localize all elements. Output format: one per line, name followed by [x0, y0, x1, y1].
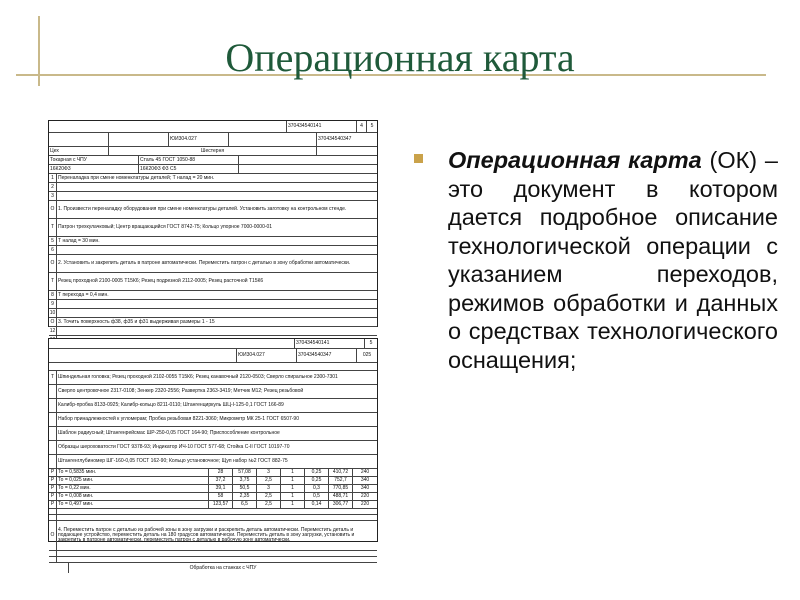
- doc-header-code: 370434540141: [287, 121, 357, 132]
- doc-mode-value: 2,35: [233, 493, 257, 500]
- doc-mode-value: 2,5: [257, 493, 281, 500]
- doc-tail-rows: [49, 521, 377, 551]
- doc-row-index: О: [49, 201, 57, 218]
- doc-columns-cell: [49, 363, 377, 370]
- doc-row: [49, 237, 377, 246]
- doc-row-text: [57, 246, 377, 254]
- doc-row-index: 10: [49, 309, 56, 316]
- doc-row-text: 4. Переместить патрон с деталью из рабочей зоны в зону загрузки и раскрепить деталь автоматически. Переместить деталь и подающее устройство, переместить деталь на 180 градусов автоматически. Переместить деталь в зону загрузки, установить и закрепить в патроне автоматически, переместить патрон с деталью в рабочую зону автоматически.: [58, 527, 355, 543]
- doc-row-index: [49, 515, 57, 520]
- doc-mode-value: 3,75: [233, 477, 257, 484]
- doc-row-index: О: [49, 255, 57, 272]
- doc-row: [49, 192, 377, 201]
- doc-row-index: 12: [49, 327, 56, 334]
- doc-drawing-code: ЮИ304.027: [237, 349, 297, 362]
- doc-mode-rows: [49, 469, 377, 509]
- doc-document-code: 370434540347: [297, 349, 357, 362]
- operation-card-sheet-2: [48, 338, 378, 571]
- doc-mode-row: [49, 469, 377, 477]
- bullet-term: Операционная карта: [448, 147, 702, 173]
- doc-mode-value: 306,77: [329, 501, 353, 508]
- doc-row-index: [49, 455, 57, 468]
- doc-row-index: Т: [49, 219, 57, 236]
- doc-row-text: 2. Установить и закрепить деталь в патроне автоматически. Переместить патрон с деталью в зону обработки автоматически.: [58, 260, 351, 266]
- doc-row-index: 3: [49, 192, 57, 200]
- doc-row-index: [49, 427, 57, 440]
- doc-row-index: [49, 399, 57, 412]
- doc-row-index: [49, 413, 57, 426]
- doc-row: [49, 183, 377, 192]
- doc-row: [49, 371, 377, 385]
- doc-row-text: [57, 192, 377, 200]
- doc-row-text: [57, 551, 377, 556]
- doc-row-index: [49, 557, 57, 562]
- doc-mode-value: 39,1: [209, 485, 233, 492]
- doc-sheet-no: 5: [369, 340, 373, 346]
- doc-sheet-no: 4: [357, 121, 367, 132]
- doc-mode-value: 1: [281, 469, 305, 476]
- doc-header-row: [49, 121, 377, 133]
- doc-mode-value: 58: [209, 493, 233, 500]
- bullet-text: [448, 146, 778, 374]
- doc-mode-value: 2,5: [257, 477, 281, 484]
- doc-row: [49, 300, 377, 309]
- doc-drawing-code: ЮИ304.027: [169, 133, 229, 146]
- doc-row-index: 5: [49, 237, 57, 245]
- doc-row-index: 8: [49, 291, 57, 299]
- doc-machine-model: 16К20Ф3: [49, 165, 139, 173]
- doc-mode-value: 0,14: [305, 501, 329, 508]
- doc-row-text: [57, 309, 377, 317]
- doc-mode-value: 6,5: [233, 501, 257, 508]
- doc-material: Сталь 45 ГОСТ 1050-88: [139, 156, 239, 164]
- doc-title-block-row: [49, 133, 377, 147]
- doc-mode-value: 1: [281, 501, 305, 508]
- doc-mode-value: 3: [257, 485, 281, 492]
- doc-row-text: [57, 509, 377, 514]
- doc-footer-row: [49, 563, 377, 573]
- doc-equipment-cell: [239, 165, 377, 173]
- doc-row-index: 2: [49, 183, 57, 191]
- doc-row-text: [57, 557, 377, 562]
- doc-row: [49, 385, 377, 399]
- doc-row-text: Т перехода = 0,4 мин.: [58, 291, 109, 298]
- doc-row-text: Штангенглубиномер ШГ-160-0,05 ГОСТ 162-90; Кольцо установочное; Щуп набор №2 ГОСТ 882-75: [58, 458, 288, 464]
- doc-part-name: Шестерня: [109, 147, 317, 155]
- doc-header-cell: [49, 339, 295, 348]
- doc-mode-value: 752,7: [329, 477, 353, 484]
- doc-row-text: [57, 183, 377, 191]
- doc-row: [49, 255, 377, 273]
- doc-mode-value: 123,57: [209, 501, 233, 508]
- doc-mode-value: 340: [360, 485, 370, 491]
- doc-mode-value: 28: [209, 469, 233, 476]
- doc-row-index: Р: [49, 493, 57, 500]
- doc-mode-value: 57,08: [233, 469, 257, 476]
- doc-mode-value: 0,25: [305, 477, 329, 484]
- doc-rows: [49, 371, 377, 469]
- doc-row: [49, 246, 377, 255]
- doc-row: [49, 318, 377, 327]
- doc-row-index: [49, 509, 57, 514]
- doc-row: [49, 174, 377, 183]
- doc-workshop: Цех: [49, 147, 109, 155]
- doc-title-block-cell: [49, 133, 109, 146]
- doc-mode-row: [49, 485, 377, 493]
- doc-row-text: То = 0,008 мин.: [57, 493, 209, 500]
- doc-row-text: 3. Точить поверхность ф38, ф35 и ф31 выдерживая размеры 1 - 15: [58, 318, 215, 325]
- doc-row: [49, 327, 377, 336]
- doc-row-text: Т налад = 30 мин.: [58, 237, 100, 244]
- doc-header-code: 370434540141: [295, 339, 365, 348]
- doc-row: [49, 427, 377, 441]
- doc-header-row: [49, 339, 377, 349]
- doc-mode-value: 488,71: [329, 493, 353, 500]
- doc-material-cell: [239, 156, 377, 164]
- doc-mode-value: 240: [360, 469, 370, 475]
- doc-mode-row: [49, 501, 377, 509]
- doc-mode-value: 50,5: [233, 485, 257, 492]
- doc-row: [49, 413, 377, 427]
- doc-title-block-cell: [229, 133, 317, 146]
- doc-row-index: [49, 551, 57, 556]
- doc-row: [49, 291, 377, 300]
- doc-mode-value: 410,72: [329, 469, 353, 476]
- doc-row-text: То = 0,497 мин.: [57, 501, 209, 508]
- doc-row-text: То = 0,22 мин.: [57, 485, 209, 492]
- doc-row-index: О: [49, 521, 57, 550]
- doc-row-text: Калибр-пробка 8133-0925; Калибр-кольцо 8211-0110; Штангенциркуль ШЦ-I-125-0,1 ГОСТ 166-89: [58, 402, 284, 408]
- doc-row-index: 9: [49, 300, 57, 308]
- doc-row-text: [57, 300, 377, 308]
- doc-mode-value: 1: [281, 485, 305, 492]
- doc-title-block-cell: [49, 349, 237, 362]
- bullet-item: [414, 146, 778, 374]
- doc-row: [49, 273, 377, 291]
- doc-columns-row: [49, 363, 377, 371]
- operation-card-sheet-1: [48, 120, 378, 334]
- doc-mode-row: [49, 493, 377, 501]
- doc-machine: Токарная с ЧПУ: [49, 156, 139, 164]
- doc-mode-value: 2,5: [257, 501, 281, 508]
- doc-mode-value: 1: [281, 493, 305, 500]
- doc-title-block-row: [49, 349, 377, 363]
- doc-row-index: О: [49, 318, 57, 326]
- doc-material-row: [49, 156, 377, 165]
- slide-title: Операционная карта: [225, 35, 575, 80]
- doc-row-text: Шаблон радиусный; Штангенрейсмас ШР-250-0,05 ГОСТ 164-90; Приспособление контрольное: [58, 430, 280, 436]
- doc-row-index: 6: [49, 246, 57, 254]
- bullet-square-icon: [414, 154, 423, 163]
- doc-footer: Обработка на станках с ЧПУ: [189, 564, 257, 571]
- doc-row-index: Р: [49, 501, 57, 508]
- doc-row-text: [57, 327, 377, 335]
- doc-row: [49, 455, 377, 469]
- doc-row: [49, 201, 377, 219]
- doc-mode-value: 3: [257, 469, 281, 476]
- doc-header-cell: [49, 121, 287, 132]
- doc-mode-value: 220: [360, 493, 370, 499]
- doc-part-row: [49, 147, 377, 156]
- doc-row-index: Т: [49, 371, 57, 384]
- doc-mode-value: 340: [360, 477, 370, 483]
- doc-equipment-row: [49, 165, 377, 174]
- doc-row: [49, 219, 377, 237]
- doc-mode-value: 770,85: [329, 485, 353, 492]
- bullet-definition: (ОК) – это документ в котором дается подробное описание технологической операции с указанием переходов, режимов обработки и данных о средствах технологического оснащения;: [448, 147, 778, 373]
- doc-operation-no: 025: [362, 352, 372, 358]
- doc-row-text: То = 0,5835 мин.: [57, 469, 209, 476]
- doc-mode-row: [49, 477, 377, 485]
- doc-row-index: Р: [49, 477, 57, 484]
- doc-row-index: Т: [49, 273, 57, 290]
- doc-row-text: Резец проходной 2100-0005 Т15К6; Резец подрезной 2112-0005; Резец расточной Т15К6: [58, 278, 264, 284]
- doc-rows: [49, 174, 377, 345]
- doc-row-text: Набор принадлежностей к угломерам; Пробка резьбовая 8221-3060; Микрометр МК 25-1 ГОСТ 6507-90: [58, 416, 299, 422]
- doc-row-text: Сверло центровочное 2317-0108; Зенкер 2320-2556; Развертка 2363-3419; Метчик М12; Резец резьбовой: [58, 388, 304, 394]
- doc-title-block-cell: [109, 133, 169, 146]
- doc-part-cell: [317, 147, 377, 155]
- doc-footer-cell: [49, 563, 69, 573]
- doc-document-code: 370434540347: [318, 136, 352, 142]
- doc-row-index: 1: [49, 174, 57, 182]
- doc-row-text: 1. Произвести переналадку оборудования при смене номенклатуры деталей. Установить заготовку на контрольном стенде.: [58, 206, 347, 212]
- doc-row-index: [49, 385, 57, 398]
- doc-row-text: Переналадка при смене номенклатуры деталей; Т налад = 20 мин.: [58, 174, 215, 181]
- doc-mode-value: 1: [281, 477, 305, 484]
- doc-row: [49, 441, 377, 455]
- doc-row: [49, 309, 377, 318]
- doc-row-index: Р: [49, 485, 57, 492]
- doc-mode-value: 0,25: [305, 469, 329, 476]
- doc-mode-value: 220: [360, 501, 370, 507]
- doc-mode-value: 0,3: [305, 485, 329, 492]
- doc-row-index: [49, 441, 57, 454]
- doc-row: [49, 521, 377, 551]
- doc-row: [49, 399, 377, 413]
- doc-row-text: Шпиндельная головка; Резец проходной 2102-0055 Т15К6; Резец канавочный 2120-0503; Сверло спиральное 2300-7301: [58, 374, 338, 380]
- doc-row-index: Р: [49, 469, 57, 476]
- doc-mode-value: 37,2: [209, 477, 233, 484]
- doc-row-text: То = 0,025 мин.: [57, 477, 209, 484]
- doc-sheets-total: 5: [370, 123, 374, 129]
- doc-row-text: [57, 515, 377, 520]
- doc-row-text: Патрон трехкулачковый; Центр вращающийся ГОСТ 8742-75; Кольцо упорное 7000-0000-01: [58, 224, 273, 230]
- doc-mode-value: 0,5: [305, 493, 329, 500]
- doc-row-text: Образцы шероховатости ГОСТ 9378-93; Индикатор ИЧ-10 ГОСТ 577-68; Стойка С-II ГОСТ 10197-70: [58, 444, 290, 450]
- doc-equipment: 16К20Ф3 Ф3 С5: [139, 165, 239, 173]
